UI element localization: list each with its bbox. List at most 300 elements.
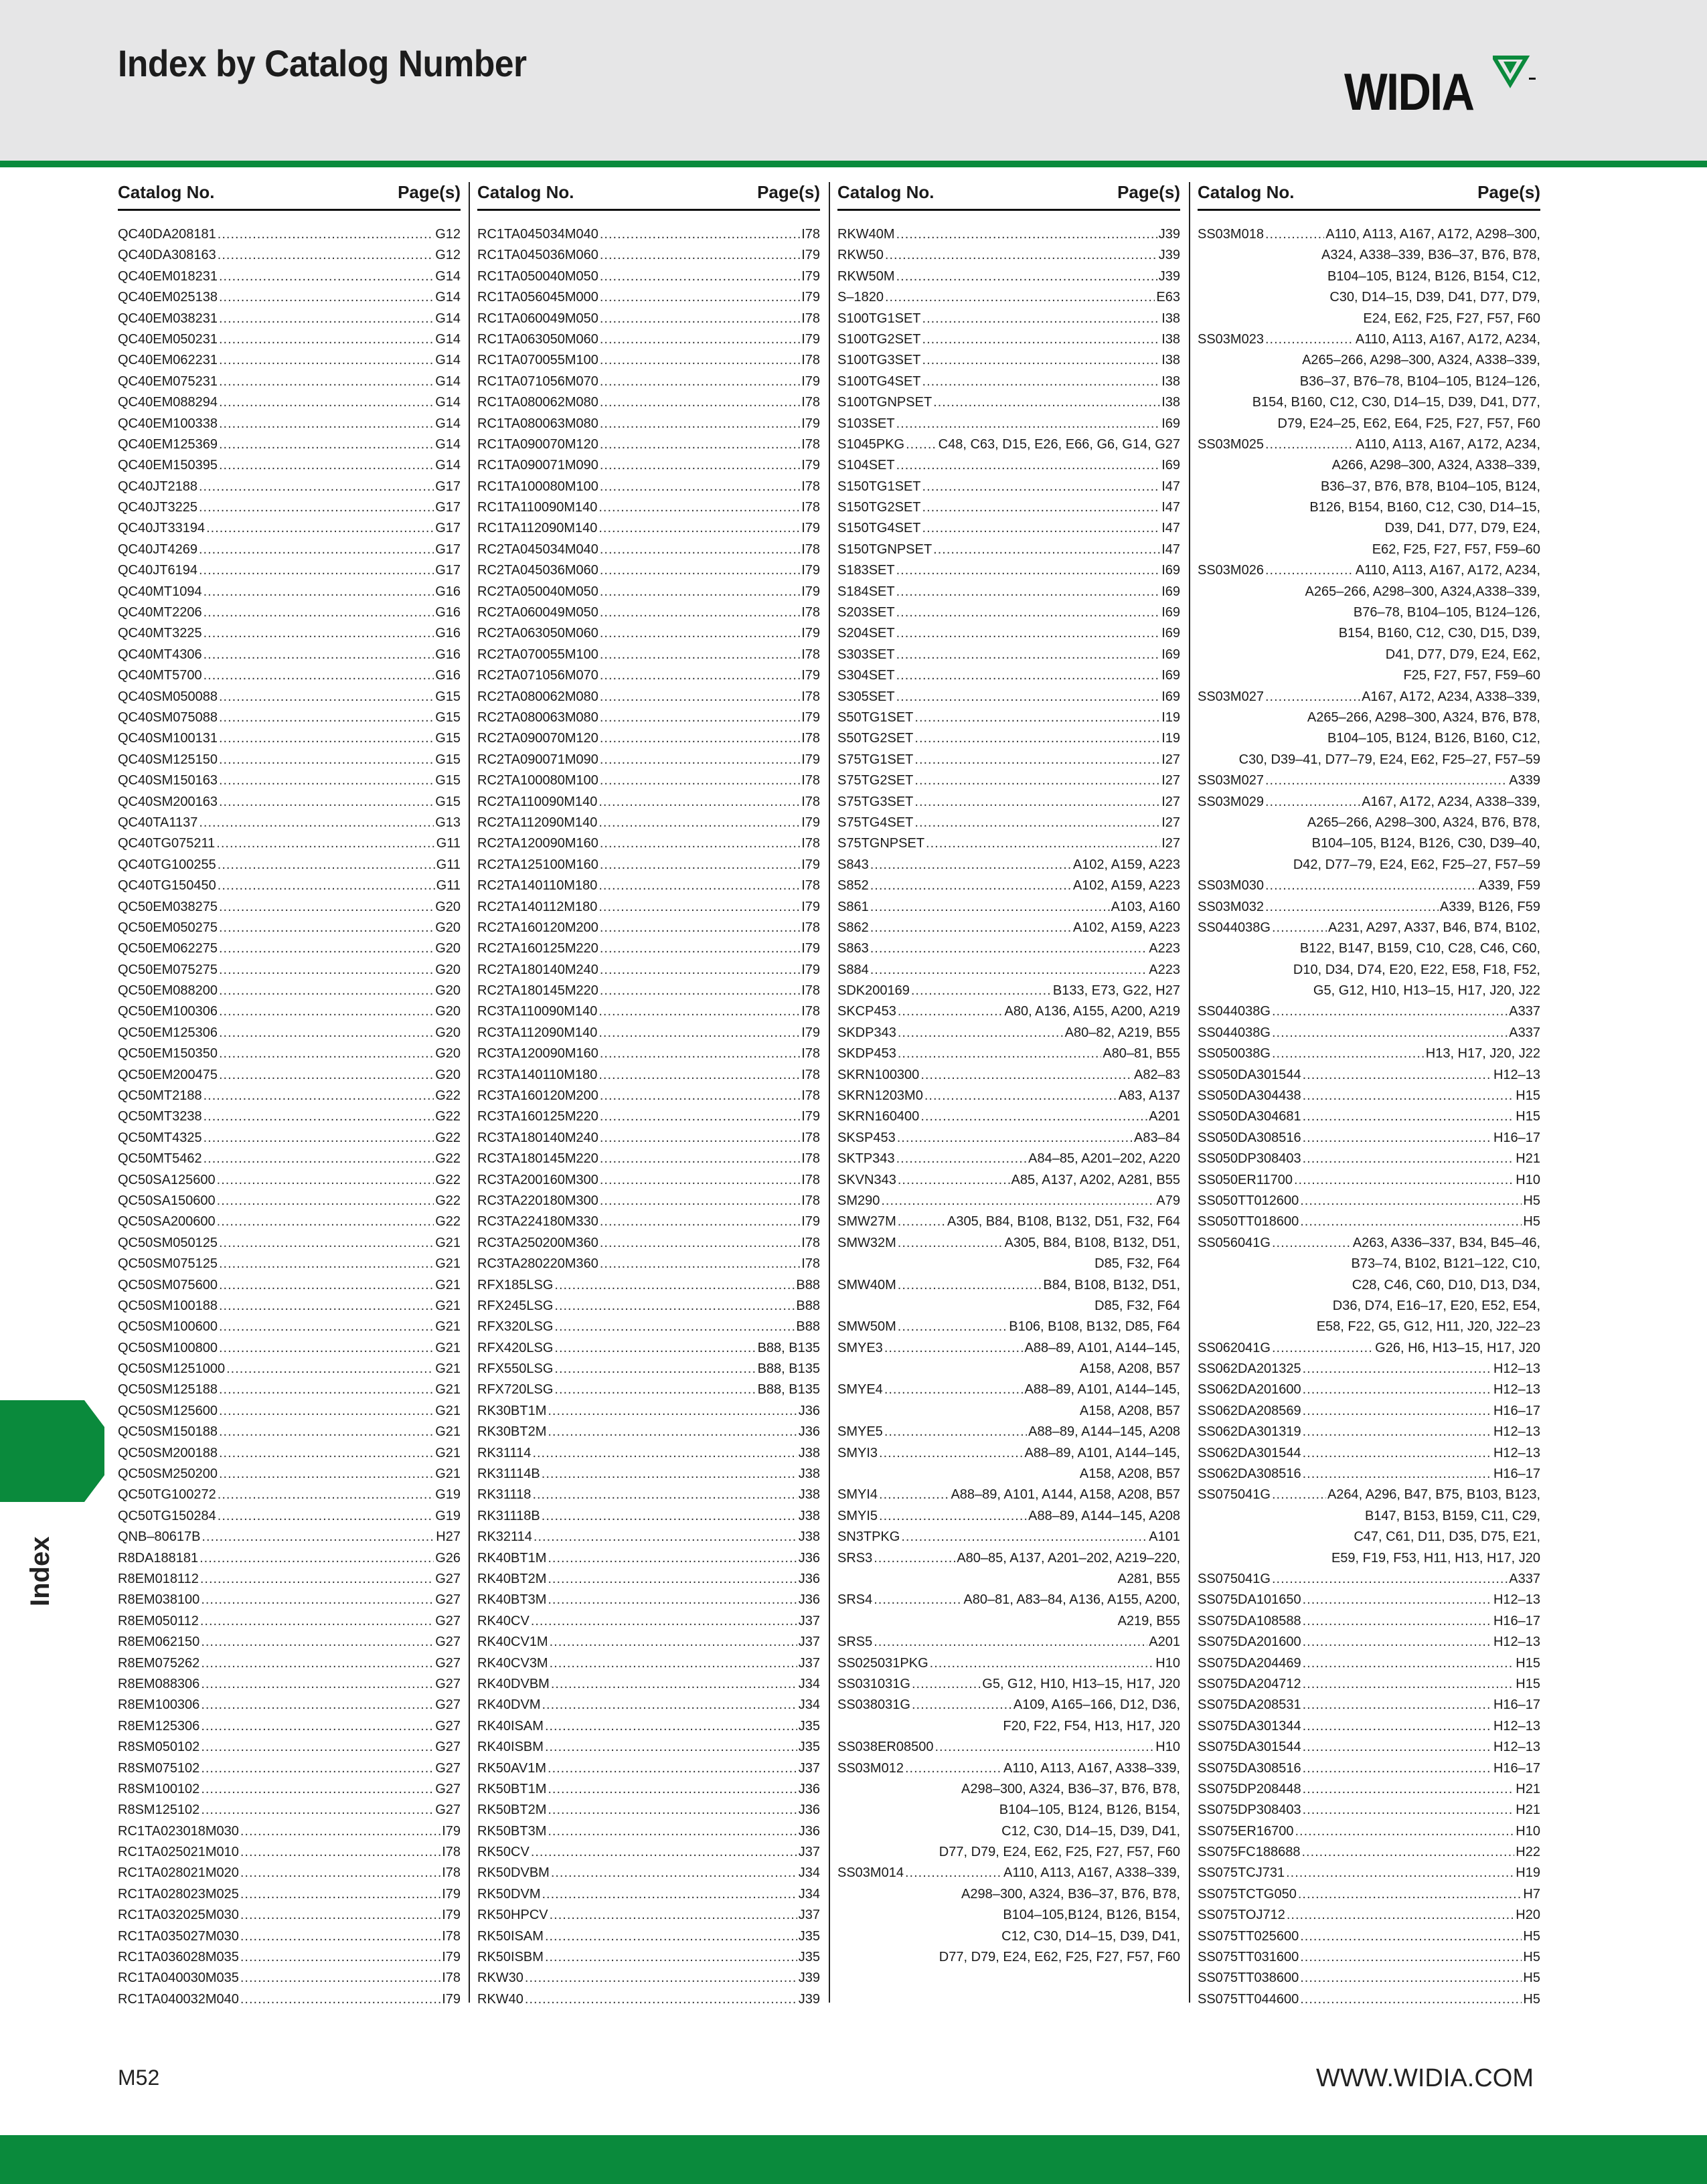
index-entry	[118, 434, 461, 455]
catalog-number: SS075041G	[1198, 1572, 1271, 1586]
page-reference: H16–17	[1493, 1613, 1540, 1628]
catalog-number: QC40EM038231	[118, 311, 218, 326]
index-entry	[477, 329, 820, 350]
page-reference: G11	[436, 878, 461, 894]
page-reference: B126, B154, B160, C12, C30, D14–15,	[1309, 500, 1540, 515]
index-entry	[1198, 1947, 1540, 1968]
page-reference: B88	[796, 1298, 820, 1313]
page-reference: E59, F19, F53, H11, H13, H17, J20	[1331, 1550, 1540, 1566]
index-entry	[837, 224, 1180, 245]
catalog-number: S303SET	[837, 647, 895, 662]
index-entry	[477, 287, 820, 308]
page-reference: I79	[801, 899, 820, 914]
catalog-number: S75TG1SET	[837, 752, 914, 767]
catalog-number: SRS3	[837, 1550, 873, 1566]
index-entry	[1198, 1611, 1540, 1632]
catalog-number: QC50MT2188	[118, 1088, 202, 1104]
page-reference: G17	[435, 563, 461, 578]
page-reference: G27	[435, 1634, 461, 1650]
index-entry	[477, 1527, 820, 1547]
page-reference: B88, B135	[757, 1340, 820, 1355]
dot-leader	[554, 1379, 756, 1400]
dot-leader	[598, 813, 800, 833]
dot-leader	[600, 707, 800, 728]
index-entry	[1198, 1779, 1540, 1800]
page-reference: I79	[801, 962, 820, 977]
page-reference: B147, B153, B159, C11, C29,	[1364, 1508, 1540, 1523]
index-entry	[118, 1506, 461, 1527]
page-reference: H16–17	[1493, 1130, 1540, 1145]
index-entry	[837, 665, 1180, 686]
index-entry	[118, 728, 461, 749]
page-reference: A88–89, A101, A144–145,	[1024, 1445, 1180, 1460]
index-entry	[1198, 1548, 1540, 1569]
catalog-number: QC40TG150450	[118, 878, 216, 894]
page-reference: G14	[435, 311, 461, 326]
catalog-number: SS050DA301544	[1198, 1067, 1301, 1082]
page-reference: G14	[435, 268, 461, 284]
index-entry	[118, 938, 461, 959]
page-reference: A265–266, A298–300, A324,A338–339,	[1305, 584, 1540, 599]
page-reference: A339, F59	[1478, 878, 1540, 894]
index-entry	[118, 960, 461, 981]
catalog-number: RK40BT1M	[477, 1550, 547, 1566]
dot-leader	[1272, 1001, 1508, 1022]
index-entry	[477, 1001, 820, 1022]
catalog-number: R8EM088306	[118, 1676, 200, 1691]
catalog-number: QC40JT2188	[118, 479, 197, 494]
dot-leader	[881, 1191, 1155, 1211]
dot-leader	[896, 1149, 1028, 1169]
page-reference: J35	[798, 1718, 820, 1734]
catalog-number: RC1TA100080M100	[477, 479, 598, 494]
page-reference: J34	[798, 1865, 820, 1881]
index-entry	[477, 855, 820, 875]
index-entry	[477, 245, 820, 266]
header-divider	[0, 161, 1707, 167]
page-reference: I79	[801, 626, 820, 641]
index-entry	[118, 1968, 461, 1989]
page-reference: G17	[435, 541, 461, 557]
dot-leader	[920, 1065, 1133, 1086]
page-reference: G12	[435, 227, 461, 242]
dot-leader	[912, 1695, 1012, 1715]
dot-leader	[870, 938, 1148, 959]
index-entry	[837, 918, 1180, 938]
index-entry	[837, 813, 1180, 833]
page-reference: G16	[435, 605, 461, 620]
index-entry	[837, 1443, 1180, 1464]
dot-leader	[1300, 1191, 1522, 1211]
index-entry	[837, 1821, 1180, 1842]
page-reference: A223	[1149, 962, 1180, 977]
index-entry	[1198, 707, 1540, 728]
index-entry	[837, 792, 1180, 813]
catalog-number: SS062DA201325	[1198, 1361, 1301, 1377]
index-entry	[477, 350, 820, 371]
catalog-number: RK50AV1M	[477, 1760, 547, 1776]
page-reference: G27	[435, 1740, 461, 1755]
index-entry	[837, 960, 1180, 981]
catalog-number: QC50SM250200	[118, 1466, 218, 1482]
index-entry	[1198, 875, 1540, 896]
catalog-number: SKSP453	[837, 1130, 896, 1145]
catalog-number: RK50CV	[477, 1845, 530, 1860]
index-entry	[118, 1926, 461, 1947]
catalog-number: SS075DP308403	[1198, 1802, 1301, 1818]
page-reference: I69	[1161, 584, 1180, 599]
dot-leader	[1265, 434, 1354, 455]
index-entry	[837, 855, 1180, 875]
dot-leader	[884, 1379, 1024, 1400]
page-reference: I38	[1161, 353, 1180, 368]
index-entry	[477, 623, 820, 644]
index-entry	[837, 309, 1180, 329]
dot-leader	[600, 665, 800, 686]
page-reference: C12, C30, D14–15, D39, D41,	[1001, 1823, 1180, 1839]
page-reference: I79	[801, 752, 820, 767]
page-reference: G19	[435, 1508, 461, 1523]
dot-leader	[201, 1674, 434, 1695]
page-reference: A88–89, A144–145, A208	[1028, 1424, 1180, 1440]
page-reference: G27	[435, 1697, 461, 1713]
page-reference: A110, A113, A167, A338–339,	[1003, 1760, 1180, 1776]
index-entry	[1198, 1590, 1540, 1610]
catalog-number: SS050ER11700	[1198, 1172, 1293, 1187]
index-entry	[477, 833, 820, 854]
page-reference: A103, A160	[1111, 899, 1180, 914]
catalog-number: S304SET	[837, 668, 895, 683]
dot-leader	[922, 477, 1161, 497]
catalog-number: QC40MT5700	[118, 668, 202, 683]
page-reference: A101	[1149, 1529, 1180, 1545]
page-reference: I78	[801, 920, 820, 935]
index-entry	[837, 1254, 1180, 1274]
index-entry	[1198, 1233, 1540, 1254]
index-entry	[118, 1611, 461, 1632]
page-reference: A83–84	[1134, 1130, 1180, 1145]
catalog-number: RK40CV1M	[477, 1634, 548, 1650]
dot-leader	[898, 1211, 946, 1232]
dot-leader	[201, 1590, 434, 1610]
dot-leader	[896, 687, 1161, 707]
catalog-number: RC2TA140110M180	[477, 878, 598, 894]
page-reference: G26, H6, H13–15, H17, J20	[1375, 1340, 1540, 1355]
website-url[interactable]: WWW.WIDIA.COM	[1315, 2064, 1534, 2092]
index-entry	[1198, 392, 1540, 413]
page-reference: I78	[442, 1845, 461, 1860]
page-reference: A88–89, A101, A144, A158, A208, B57	[951, 1487, 1180, 1503]
page-reference: A102, A159, A223	[1072, 920, 1180, 935]
catalog-number: SS056041G	[1198, 1235, 1271, 1250]
catalog-number: SS044038G	[1198, 920, 1271, 935]
page-reference: H12–13	[1493, 1592, 1540, 1608]
index-column-4	[1198, 182, 1540, 2010]
page-reference: H12–13	[1493, 1740, 1540, 1755]
index-entry	[118, 833, 461, 854]
dot-leader	[934, 1737, 1154, 1758]
catalog-number: QC40JT33194	[118, 521, 206, 536]
index-entry	[837, 1527, 1180, 1547]
catalog-number: R8EM100306	[118, 1697, 200, 1713]
page-reference: H12–13	[1493, 1718, 1540, 1734]
index-entry	[1198, 371, 1540, 392]
dot-leader	[1303, 1695, 1492, 1715]
dot-leader	[542, 1695, 797, 1715]
dot-leader	[219, 750, 434, 770]
page-reference: I69	[1161, 563, 1180, 578]
catalog-number: QC40SM075088	[118, 709, 218, 725]
dot-leader	[870, 918, 1072, 938]
index-entry	[118, 1401, 461, 1422]
index-entry	[837, 1548, 1180, 1569]
page-reference: E24, E62, F25, F27, F57, F60	[1363, 311, 1540, 326]
page-reference: C47, C61, D11, D35, D75, E21,	[1354, 1529, 1540, 1545]
dot-leader	[219, 1443, 434, 1464]
index-entry	[118, 350, 461, 371]
page-reference: B36–37, B76–78, B104–105, B124–126,	[1299, 373, 1540, 389]
dot-leader	[219, 1023, 434, 1043]
page-reference: A265–266, A298–300, A324, B76, B78,	[1307, 815, 1540, 830]
page-reference: G21	[435, 1424, 461, 1440]
page-reference: A264, A296, B47, B75, B103, B123,	[1327, 1487, 1540, 1503]
page-reference: A158, A208, B57	[1079, 1403, 1180, 1418]
page-reference: A201	[1149, 1109, 1180, 1124]
dot-leader	[240, 1842, 440, 1863]
dot-leader	[554, 1317, 795, 1337]
catalog-number: RKW40	[477, 1991, 523, 2007]
index-entry	[118, 1863, 461, 1883]
page-reference: J39	[1158, 268, 1180, 284]
catalog-number: QC40JT6194	[118, 563, 197, 578]
index-entry	[1198, 287, 1540, 308]
index-entry	[837, 1317, 1180, 1337]
dot-leader	[600, 414, 800, 434]
dot-leader	[600, 1254, 800, 1274]
dot-leader	[1272, 1569, 1508, 1590]
catalog-number: QC50EM050275	[118, 920, 218, 935]
dot-leader	[896, 455, 1161, 476]
dot-leader	[240, 1947, 440, 1968]
index-rows	[1198, 224, 1540, 2010]
catalog-number: S1045PKG	[837, 436, 905, 452]
page-reference: J39	[798, 1970, 820, 1986]
dot-leader	[905, 1758, 1002, 1779]
index-entry	[477, 792, 820, 813]
index-entry	[477, 1296, 820, 1317]
dot-leader	[219, 981, 434, 1001]
dot-leader	[898, 1170, 1010, 1191]
dot-leader	[598, 497, 800, 518]
index-entry	[1198, 770, 1540, 791]
catalog-number: RFX320LSG	[477, 1319, 554, 1335]
dot-leader	[914, 728, 1160, 749]
dot-leader	[218, 875, 435, 896]
catalog-number: SS050DP308403	[1198, 1151, 1301, 1167]
page-reference: D85, F32, F64	[1094, 1256, 1180, 1272]
dot-leader	[240, 1989, 440, 2010]
catalog-number: S103SET	[837, 416, 895, 431]
page-reference: J39	[1158, 248, 1180, 263]
dot-leader	[1303, 1065, 1492, 1086]
page-reference: I78	[801, 605, 820, 620]
dot-leader	[545, 1926, 797, 1947]
catalog-number: SS038031G	[837, 1697, 910, 1713]
index-entry	[1198, 602, 1540, 623]
catalog-number: SS075TCTG050	[1198, 1886, 1297, 1902]
catalog-number: RC2TA090071M090	[477, 752, 598, 767]
catalog-number: RC3TA280220M360	[477, 1256, 598, 1272]
catalog-number: SS075DA204712	[1198, 1676, 1301, 1691]
page-reference: H13, H17, J20, J22	[1425, 1046, 1540, 1062]
index-entry	[477, 728, 820, 749]
dot-leader	[1303, 1464, 1492, 1485]
page-reference: G27	[435, 1718, 461, 1734]
catalog-number: QC40SM200163	[118, 794, 218, 809]
catalog-number: QC50SM1251000	[118, 1361, 226, 1377]
catalog-number: SS03M029	[1198, 794, 1264, 809]
dot-leader	[914, 770, 1160, 791]
page-reference: D36, D74, E16–17, E20, E52, E54,	[1332, 1298, 1540, 1313]
dot-leader	[219, 287, 434, 308]
dot-leader	[201, 1737, 434, 1758]
index-entry	[837, 1800, 1180, 1821]
dot-leader	[201, 1758, 434, 1779]
page-reference: A337	[1509, 1004, 1540, 1019]
catalog-number: QC50TG150284	[118, 1508, 216, 1523]
page-reference: G27	[435, 1676, 461, 1691]
index-entry	[837, 1359, 1180, 1379]
catalog-number: RK50HPCV	[477, 1908, 548, 1923]
page-reference: G20	[435, 1067, 461, 1082]
page-reference: H21	[1516, 1151, 1540, 1167]
page-reference: I79	[801, 563, 820, 578]
page-reference: D42, D77–79, E24, E62, F25–27, F57–59	[1293, 857, 1540, 872]
page-reference: I47	[1161, 541, 1180, 557]
page-reference: I79	[801, 941, 820, 956]
index-entry	[118, 582, 461, 602]
index-entry	[477, 1233, 820, 1254]
pages-heading: Page(s)	[757, 182, 820, 202]
index-entry	[837, 1737, 1180, 1758]
page-reference: G14	[435, 331, 461, 347]
catalog-number: QC40TG075211	[118, 836, 216, 851]
dot-leader	[600, 477, 800, 497]
page-reference: G26	[435, 1550, 461, 1566]
dot-leader	[1303, 1653, 1515, 1674]
page-reference: B154, B160, C12, C30, D14–15, D39, D41, D77,	[1252, 395, 1540, 410]
index-entry	[1198, 1275, 1540, 1296]
catalog-number: S50TG2SET	[837, 731, 914, 746]
index-entry	[837, 1632, 1180, 1653]
catalog-number: S75TG4SET	[837, 815, 914, 830]
dot-leader	[219, 897, 434, 918]
index-entry	[118, 875, 461, 896]
catalog-number: S863	[837, 941, 869, 956]
catalog-number: RKW50	[837, 248, 884, 263]
catalog-number: QC50EM062275	[118, 941, 218, 956]
page-reference: A339	[1509, 773, 1540, 788]
page-reference: A110, A113, A167, A172, A234,	[1355, 436, 1540, 452]
dot-leader	[922, 329, 1161, 350]
page-reference: D39, D41, D77, D79, E24,	[1384, 521, 1540, 536]
dot-leader	[922, 497, 1161, 518]
catalog-number: SKDP453	[837, 1046, 896, 1062]
page-reference: H16–17	[1493, 1403, 1540, 1418]
catalog-number: QC50SM200188	[118, 1445, 218, 1460]
catalog-number: RC3TA180140M240	[477, 1130, 598, 1145]
index-entry	[1198, 1086, 1540, 1106]
index-entry	[1198, 665, 1540, 686]
page-reference: H16–17	[1493, 1697, 1540, 1713]
index-entry	[1198, 497, 1540, 518]
widia-logo	[1344, 55, 1545, 122]
dot-leader	[1303, 1443, 1492, 1464]
catalog-number: QC50SM075600	[118, 1277, 218, 1292]
index-entry	[1198, 1422, 1540, 1442]
catalog-number: S100TG2SET	[837, 331, 921, 347]
dot-leader	[1294, 1170, 1514, 1191]
index-entry	[118, 1296, 461, 1317]
index-entry	[837, 981, 1180, 1001]
catalog-number: SDK200169	[837, 983, 910, 999]
index-entry	[837, 1379, 1180, 1400]
section-tab[interactable]	[0, 1400, 104, 1502]
page-reference: G20	[435, 962, 461, 977]
index-entry	[477, 1211, 820, 1232]
page-reference: J37	[798, 1634, 820, 1650]
dot-leader	[1303, 1379, 1492, 1400]
page-reference: J37	[798, 1760, 820, 1776]
catalog-number: RK40CV	[477, 1613, 530, 1628]
page-reference: I79	[801, 248, 820, 263]
catalog-number: RC1TA040032M040	[118, 1991, 239, 2007]
index-entry	[477, 1737, 820, 1758]
dot-leader	[218, 224, 434, 245]
index-entry	[118, 518, 461, 539]
dot-leader	[1272, 1043, 1425, 1064]
index-entry	[837, 1086, 1180, 1106]
catalog-number: RC1TA028021M020	[118, 1865, 239, 1881]
dot-leader	[548, 1821, 797, 1842]
index-entry	[477, 981, 820, 1001]
page-reference: G22	[435, 1130, 461, 1145]
index-entry	[118, 1695, 461, 1715]
page-reference: G20	[435, 941, 461, 956]
dot-leader	[1265, 224, 1324, 245]
dot-leader	[1303, 1359, 1492, 1379]
page-reference: I27	[1161, 752, 1180, 767]
catalog-number: RC2TA112090M140	[477, 815, 598, 830]
index-entry	[118, 1149, 461, 1169]
catalog-number: QC50SA125600	[118, 1172, 216, 1187]
index-entry	[118, 224, 461, 245]
index-entry	[477, 1653, 820, 1674]
dot-leader	[545, 1947, 797, 1968]
index-entry	[1198, 582, 1540, 602]
page-reference: A266, A298–300, A324, A338–339,	[1331, 458, 1540, 473]
dot-leader	[219, 938, 434, 959]
catalog-number: RC3TA140110M180	[477, 1067, 598, 1082]
page-reference: G5, G12, H10, H13–15, H17, J20, J22	[1313, 983, 1540, 999]
page-reference: A88–89, A144–145, A208	[1028, 1508, 1180, 1523]
index-entry	[477, 1758, 820, 1779]
page-reference: I78	[801, 353, 820, 368]
dot-leader	[1272, 1023, 1508, 1043]
catalog-number: QC50MT3238	[118, 1109, 202, 1124]
index-entry	[1198, 1695, 1540, 1715]
catalog-number: RKW40M	[837, 227, 895, 242]
